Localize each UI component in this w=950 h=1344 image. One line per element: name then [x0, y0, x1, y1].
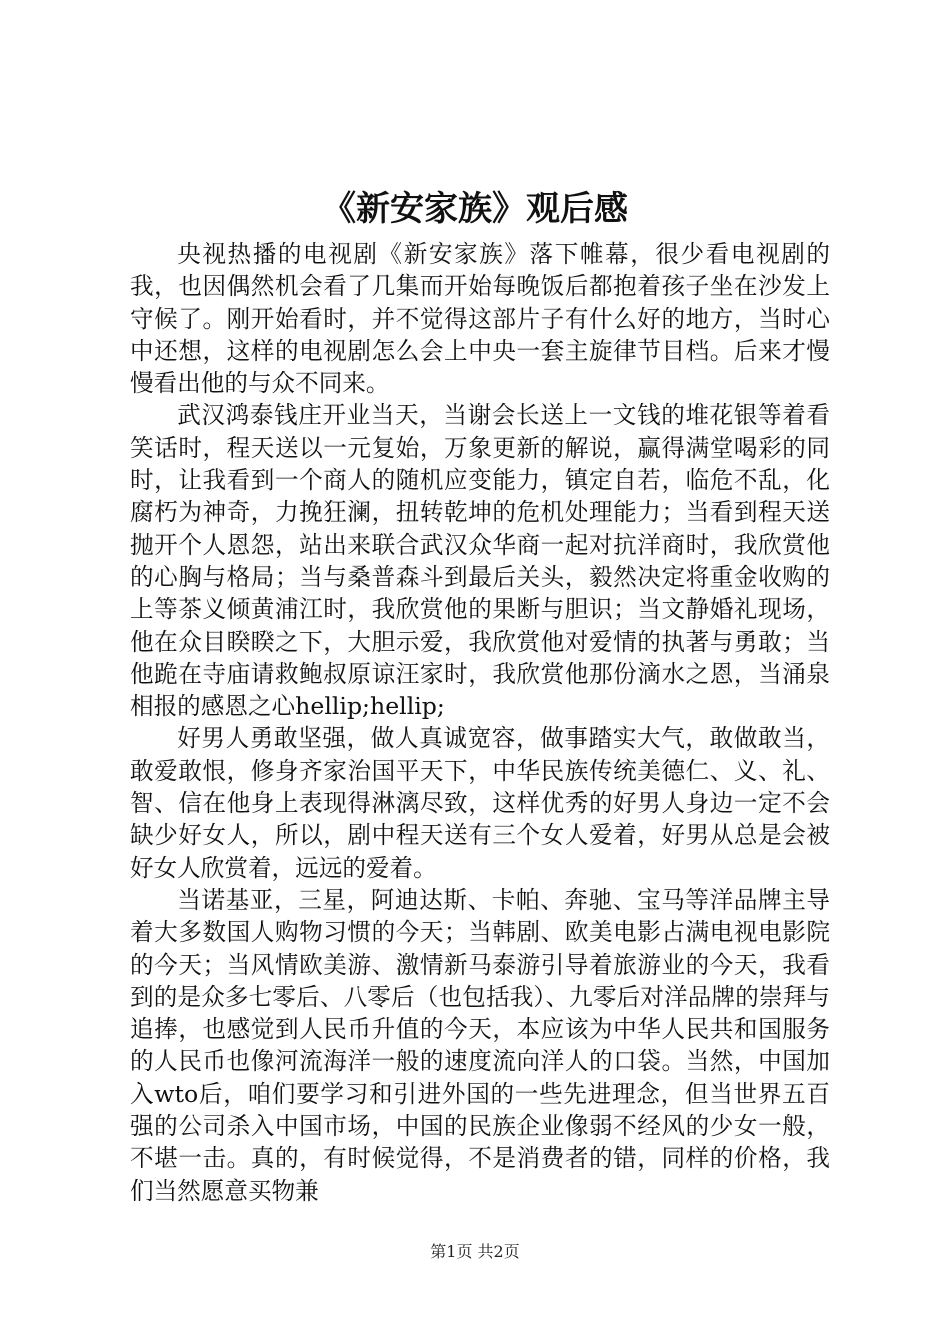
paragraph: 当诺基亚，三星，阿迪达斯、卡帕、奔驰、宝马等洋品牌主导着大多数国人购物习惯的今天；当韩剧、欧美电影占满电视电影院的今天；当风情欧美游、激情新马泰游引导着旅游业的今天，我看到的是众多七零后、八零后（也包括我）、九零后对洋品牌的崇拜与追捧，也感觉到人民币升值的今天，本应该为中华人民共和国服务的人民币也像河流海洋一般的速度流向洋人的口袋。当然，中国加入wto后，咱们要学习和引进外国的一些先进理念，但当世界五百强的公司杀入中国市场，中国的民族企业像弱不经风的少女一般，不堪一击。真的，有时候觉得，不是消费者的错，同样的价格，我们当然愿意买物兼: [130, 885, 830, 1205]
document-body: [130, 238, 830, 1207]
page-number-footer: 第1页 共2页: [430, 1242, 520, 1261]
paragraph: 武汉鸿泰钱庄开业当天，当谢会长送上一文钱的堆花银等着看笑话时，程天送以一元复始，万象更新的解说，赢得满堂喝彩的同时，让我看到一个商人的随机应变能力，镇定自若，临危不乱，化腐朽为神奇，力挽狂澜，扭转乾坤的危机处理能力；当看到程天送抛开个人恩怨，站出来联合武汉众华商一起对抗洋商时，我欣赏他的心胸与格局；当与桑普森斗到最后关头，毅然决定将重金收购的上等茶义倾黄浦江时，我欣赏他的果断与胆识；当文静婚礼现场，他在众目睽睽之下，大胆示爱，我欣赏他对爱情的执著与勇敢；当他跪在寺庙请救鲍叔原谅汪家时，我欣赏他那份滴水之恩，当涌泉相报的感恩之心hellip;hellip;: [130, 401, 830, 721]
paragraph: 好男人勇敢坚强，做人真诚宽容，做事踏实大气，敢做敢当，敢爱敢恨，修身齐家治国平天下，中华民族传统美德仁、义、礼、智、信在他身上表现得淋漓尽致，这样优秀的好男人身边一定不会缺少好女人，所以，剧中程天送有三个女人爱着，好男从总是会被好女人欣赏着，远远的爱着。: [130, 724, 830, 882]
paragraph: 央视热播的电视剧《新安家族》落下帷幕，很少看电视剧的我，也因偶然机会看了几集而开始每晚饭后都抱着孩子坐在沙发上守候了。刚开始看时，并不觉得这部片子有什么好的地方，当时心中还想，这样的电视剧怎么会上中央一套主旋律节目档。后来才慢慢看出他的与众不同来。: [130, 240, 830, 398]
document-title: 《新安家族》观后感: [322, 189, 628, 229]
